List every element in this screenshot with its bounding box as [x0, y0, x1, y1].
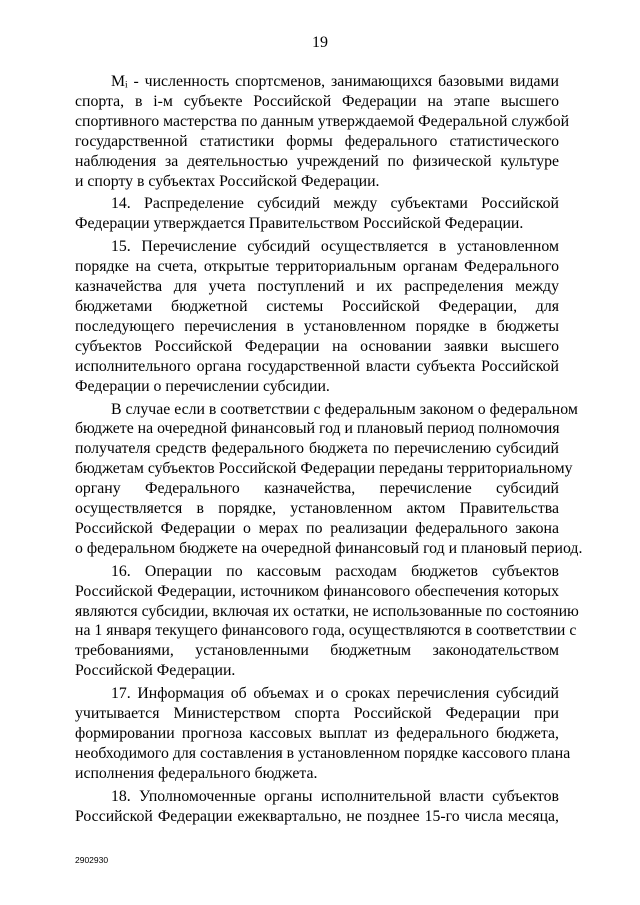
paragraph-item-14: [75, 194, 559, 234]
text-line: бюджете на очередной финансовый год и плановый период полномочия: [75, 420, 560, 438]
text-line: 16. Операции по кассовым расходам бюджетов субъектов: [111, 562, 559, 580]
text-line: учитывается Министерством спорта Российской Федерации при: [75, 705, 559, 723]
text-line: Российской Федерации ежеквартально, не позднее 15-го числа месяца,: [75, 807, 559, 825]
text-line: бюджетам субъектов Российской Федерации переданы территориальному: [75, 460, 573, 478]
text-line: получателя средств федерального бюджета по перечислению субсидий: [75, 440, 559, 458]
paragraph-item-18: [75, 787, 559, 827]
text-line: Mᵢ - численность спортсменов, занимающихся базовыми видами: [111, 73, 559, 90]
text-line: осуществляется в порядке, установленном актом Правительства: [75, 500, 559, 518]
text-line: являются субсидии, включая их остатки, не использованные по состоянию: [75, 602, 579, 620]
paragraph-item-16: [75, 562, 579, 681]
page-number: 19: [312, 34, 328, 51]
text-line: спортивного мастерства по данным утверждаемой Федеральной службой: [75, 112, 570, 130]
document-body: [75, 72, 583, 830]
paragraph-mi-definition: [75, 72, 570, 191]
text-line: формировании прогноза кассовых выплат из федерального бюджета,: [75, 725, 559, 742]
text-line: Российской Федерации.: [75, 662, 236, 680]
text-line: необходимого для составления в установленном порядке кассового плана: [75, 744, 571, 762]
text-line: требованиями, установленными бюджетным законодательством: [75, 642, 559, 660]
text-line: государственной статистики формы федерального статистического: [75, 132, 559, 150]
document-code: 2902930: [75, 855, 109, 865]
text-line: последующего перечисления в установленном порядке в бюджеты: [75, 317, 559, 335]
paragraph-item-17: [75, 684, 571, 784]
text-line: наблюдения за деятельностью учреждений по физической культуре: [75, 152, 559, 170]
text-line: бюджетами бюджетной системы Российской Федерации, для: [75, 297, 559, 315]
text-line: 15. Перечисление субсидий осуществляется в установленном: [111, 238, 559, 256]
text-line: 18. Уполномоченные органы исполнительной власти субъектов: [111, 787, 559, 805]
text-line: казначейства для учета поступлений и их распределения между: [75, 278, 559, 296]
text-line: субъектов Российской Федерации на основании заявки высшего: [75, 337, 559, 355]
text-line: спорта, в i-м субъекте Российской Федерации на этапе высшего: [75, 92, 559, 110]
paragraph-item-15-case: [75, 400, 583, 559]
text-line: 17. Информация об объемах и о сроках перечисления субсидий: [111, 685, 559, 703]
text-line: и спорту в субъектах Российской Федерации.: [75, 172, 380, 190]
text-line: на 1 января текущего финансового года, осуществляются в соответствии с: [75, 622, 577, 640]
text-line: исполнительного органа государственной власти субъекта Российской: [75, 357, 559, 375]
text-line: Федерации утверждается Правительством Российской Федерации.: [75, 215, 524, 233]
text-line: 14. Распределение субсидий между субъектами Российской: [111, 195, 559, 213]
text-line: В случае если в соответствии с федеральным законом о федеральном: [111, 400, 578, 418]
text-line: о федеральном бюджете на очередной финансовый год и плановый период.: [75, 539, 583, 557]
text-line: Федерации о перечислении субсидии.: [75, 377, 330, 395]
text-line: Российской Федерации, источником финансового обеспечения которых: [75, 582, 559, 600]
text-line: порядке на счета, открытые территориальным органам Федерального: [75, 258, 559, 276]
text-line: Российской Федерации о мерах по реализации федерального закона: [75, 519, 559, 537]
text-line: органу Федерального казначейства, перечисление субсидий: [75, 480, 559, 498]
paragraph-item-15: [75, 237, 559, 396]
text-line: исполнения федерального бюджета.: [75, 764, 318, 782]
